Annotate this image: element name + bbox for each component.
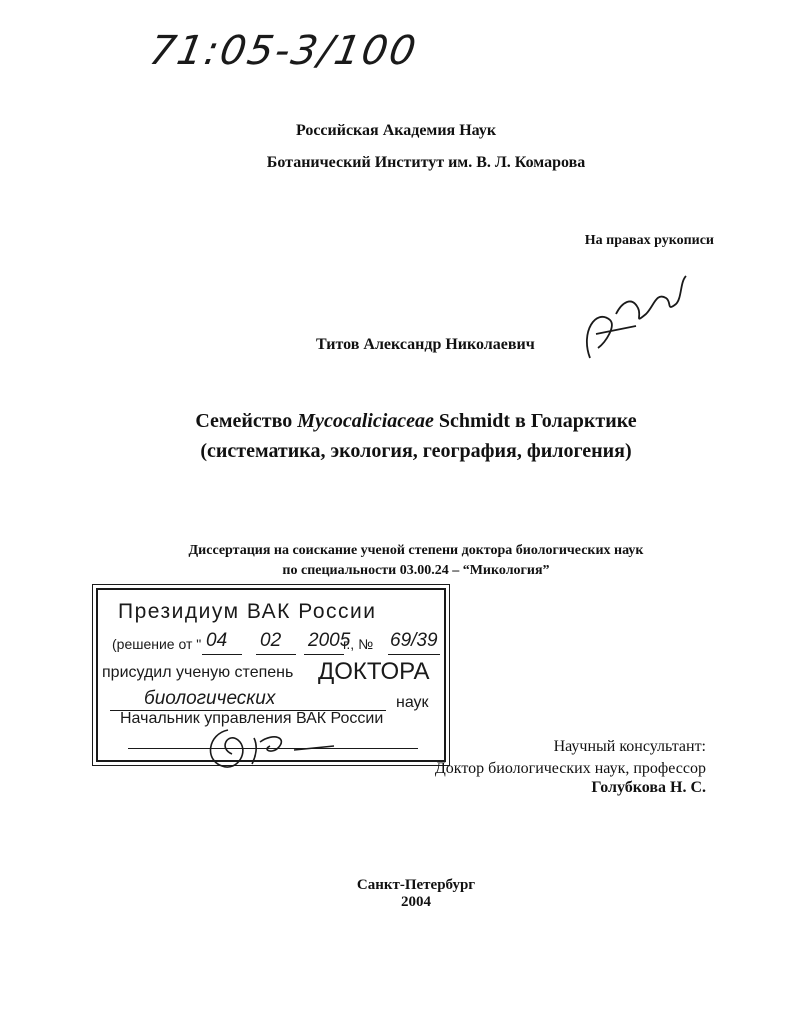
author-signature [576,262,696,372]
title-prefix: Семейство [195,410,293,432]
year: 2004 [401,894,431,910]
dissertation-subtitle: (систематика, экология, география, филогения) [200,440,632,462]
consultant-name: Голубкова Н. С. [591,779,706,796]
author-name: Титов Александр Николаевич [316,336,535,353]
stamp-chief-title: Начальник управления ВАК России [120,710,384,727]
stamp-science-suffix: наук [396,694,429,711]
stamp-date-month: 02 [260,630,282,651]
stamp-degree: ДОКТОРА [318,658,430,685]
stamp-decision-number: 69/39 [390,630,438,651]
vak-stamp [96,588,446,762]
dissertation-specialty-line: по специальности 03.00.24 – “Микология” [282,563,550,578]
consultant-degree: Доктор биологических наук, профессор [434,760,706,777]
institute-name: Ботанический Институт им. В. Л. Комарова [266,154,586,171]
title-suffix: Schmidt в Голарктике [438,410,637,432]
rights-note: На правах рукописи [584,233,714,248]
stamp-awarded-text: присудил ученую степень [102,664,294,681]
consultant-label: Научный консультант: [553,738,706,755]
title-taxon: Mycocaliciaceae [297,410,434,432]
stamp-decision-prefix: (решение от " [112,636,202,652]
dissertation-title [0,410,792,433]
stamp-signature [198,720,338,780]
stamp-date-day: 04 [206,630,228,651]
organization-name: Российская Академия Наук [295,122,497,139]
city: Санкт-Петербург [356,877,476,893]
dissertation-degree-line: Диссертация на соискание ученой степени доктора биологических наук [188,543,644,558]
stamp-date-year: 2005 [308,630,351,651]
archive-code-handwritten: 71:05-3/100 [145,28,422,74]
stamp-date-suffix: г., № [343,636,374,652]
stamp-science-handwritten: биологических [144,688,276,709]
stamp-title: Президиум ВАК России [118,600,377,623]
